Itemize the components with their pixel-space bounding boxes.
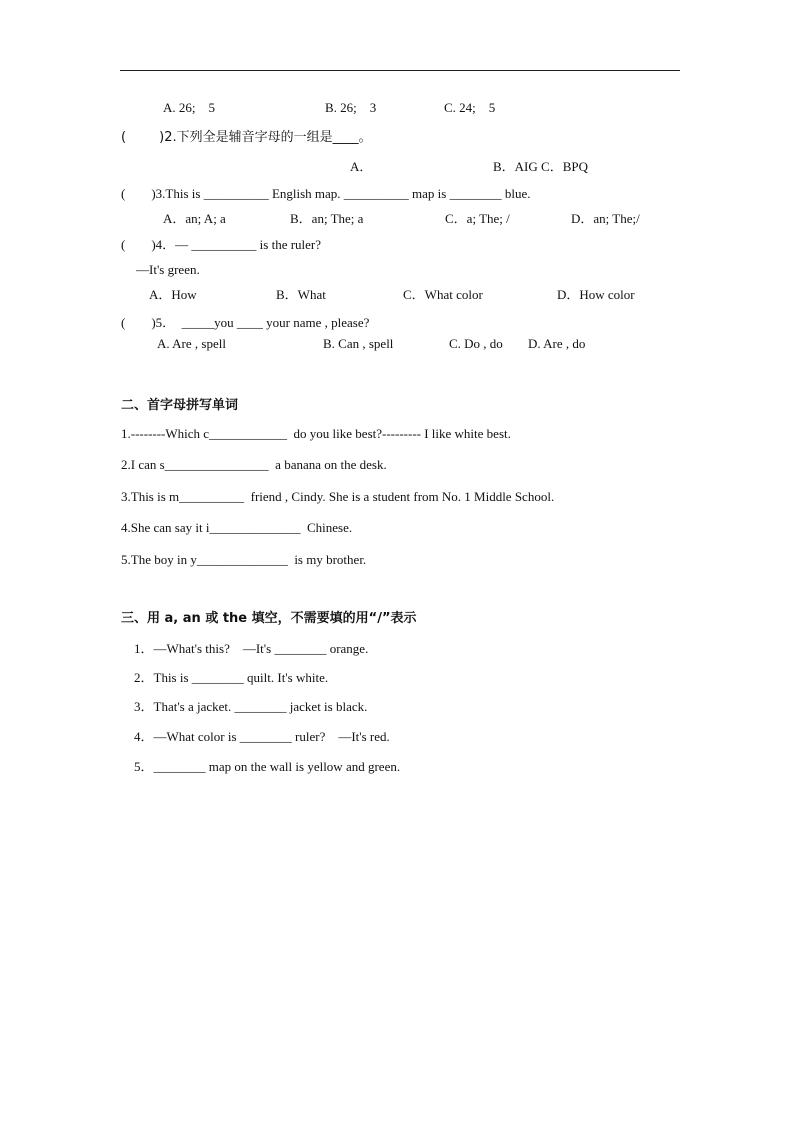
section3-item: 3．That's a jacket. ________ jacket is black.	[134, 699, 368, 714]
q4-stem: ( )4．— __________ is the ruler?	[121, 237, 322, 252]
section3-item: 4．—What color is ________ ruler? —It's red.	[134, 729, 390, 744]
q5-option-c: C. Do , do	[449, 336, 503, 351]
section2-item: 5.The boy in y______________ is my brother.	[121, 552, 367, 567]
q3-option-b: B．an; The; a	[290, 211, 364, 226]
q3-option-c: C．a; The; /	[445, 211, 510, 226]
q5-option-d: D. Are , do	[528, 336, 586, 351]
q2-stem: ( )2.下列全是辅音字母的一组是____。	[121, 130, 372, 145]
q5-option-b: B. Can , spell	[323, 336, 394, 351]
q3-option-a: A．an; A; a	[163, 211, 226, 226]
section2-item: 3.This is m__________ friend , Cindy. She is a student from No. 1 Middle School.	[121, 489, 555, 504]
section2-item: 2.I can s________________ a banana on the desk.	[121, 457, 387, 472]
q1-option-b: B. 26; 3	[325, 100, 377, 115]
q2-option-bc: B．AIG C．BPQ	[493, 159, 588, 174]
q4-option-c: C．What color	[403, 287, 483, 302]
section3-item: 5．________ map on the wall is yellow and green.	[134, 759, 401, 774]
q5-stem: ( )5． _____you ____ your name , please?	[121, 315, 370, 330]
q3-stem: ( )3.This is __________ English map. __________ map is ________ blue.	[121, 186, 531, 201]
section3-item: 1．—What's this? —It's ________ orange.	[134, 641, 369, 656]
q1-option-a: A. 26; 5	[163, 100, 215, 115]
q2-option-a: A．	[350, 159, 373, 174]
q4-answer: —It's green.	[136, 262, 200, 277]
top-rule	[120, 70, 680, 71]
q5-option-a: A. Are , spell	[157, 336, 226, 351]
q1-option-c: C. 24; 5	[444, 100, 496, 115]
q4-option-d: D．How color	[557, 287, 635, 302]
section2-item: 1.--------Which c____________ do you like best?--------- I like white best.	[121, 426, 511, 441]
section2-heading: 二、首字母拼写单词	[121, 398, 239, 413]
section2-item: 4.She can say it i______________ Chinese.	[121, 520, 353, 535]
section3-heading: 三、用 a, an 或 the 填空，不需要填的用“/”表示	[121, 611, 417, 626]
q4-option-a: A．How	[149, 287, 197, 302]
q3-option-d: D．an; The;/	[571, 211, 640, 226]
section3-item: 2．This is ________ quilt. It's white.	[134, 670, 329, 685]
q4-option-b: B．What	[276, 287, 326, 302]
